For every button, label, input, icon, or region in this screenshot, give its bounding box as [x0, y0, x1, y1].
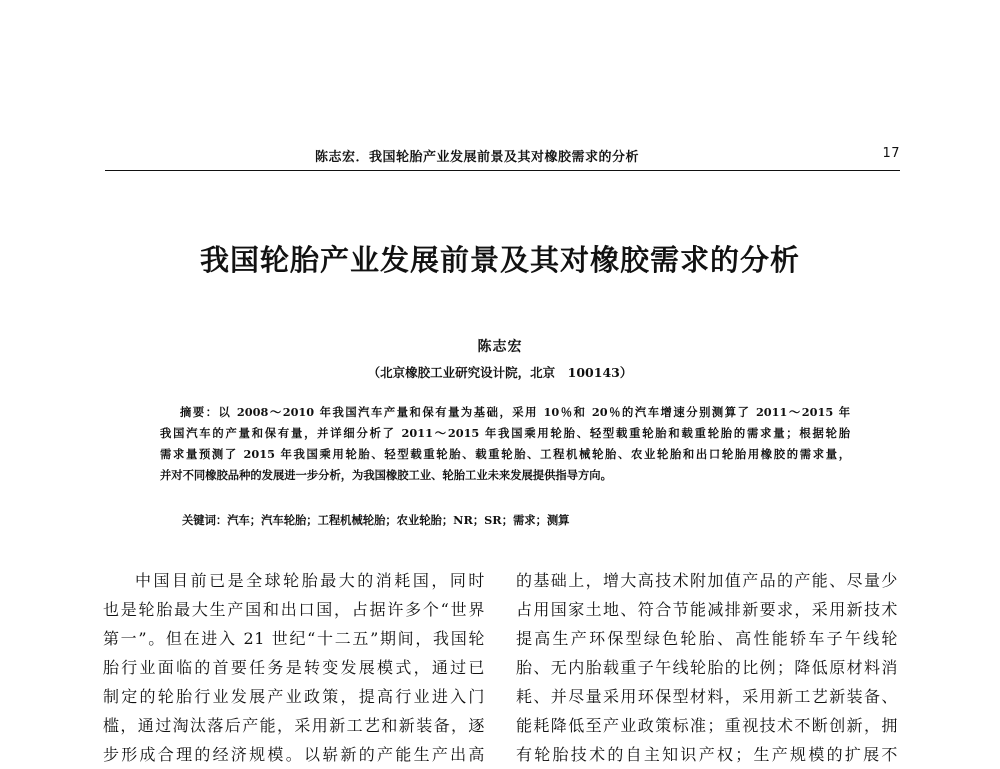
page-number: 17	[882, 146, 900, 161]
body-line: 步形成合理的经济规模。以崭新的产能生产出高	[103, 745, 485, 764]
body-line: 第一”。但在进入 21 世纪“十二五”期间，我国轮	[103, 629, 485, 648]
body-column-right	[516, 566, 898, 769]
running-header-title: 陈志宏．我国轮胎产业发展前景及其对橡胶需求的分析	[315, 150, 640, 165]
body-line: 有轮胎技术的自主知识产权；生产规模的扩展不	[516, 745, 898, 764]
running-header	[105, 142, 900, 168]
abstract	[160, 402, 850, 486]
article-title: 我国轮胎产业发展前景及其对橡胶需求的分析	[199, 243, 800, 277]
keywords-text: 汽车；汽车轮胎；工程机械轮胎；农业轮胎；NR；SR；需求；测算	[227, 513, 570, 527]
body-line: 也是轮胎最大生产国和出口国，占据许多个“世界	[103, 600, 485, 619]
body-line: 的基础上，增大高技术附加值产品的产能、尽量少	[516, 571, 898, 590]
header-rule	[105, 170, 900, 171]
abstract-label: 摘要：	[180, 405, 219, 419]
body-line: 能耗降低至产业政策标准；重视技术不断创新，拥	[516, 716, 898, 735]
body-line: 占用国家土地、符合节能减排新要求，采用新技术	[516, 600, 898, 619]
body-line: 胎、无内胎载重子午线轮胎的比例；降低原材料消	[516, 658, 898, 677]
body-line: 胎行业面临的首要任务是转变发展模式，通过已	[103, 658, 485, 677]
abstract-line: 摘要：以 2008～2010 年我国汽车产量和保有量为基础，采用 10％和 20％的汽车增速分别测算了 2011～2015 年	[180, 405, 850, 419]
abstract-line: 我国汽车的产量和保有量，并详细分析了 2011～2015 年我国乘用轮胎、轻型载重轮胎和载重轮胎的需求量；根据轮胎	[160, 426, 850, 440]
body-line: 耗、并尽量采用环保型材料，采用新工艺新装备、	[516, 687, 898, 706]
body-line: 提高生产环保型绿色轮胎、高性能轿车子午线轮	[516, 629, 898, 648]
abstract-line: 并对不同橡胶品种的发展进一步分析，为我国橡胶工业、轮胎工业未来发展提供指导方向。	[160, 468, 612, 482]
body-line: 制定的轮胎行业发展产业政策，提高行业进入门	[103, 687, 485, 706]
body-column-left	[103, 566, 485, 769]
keywords	[182, 512, 842, 528]
author-name: 陈志宏	[477, 339, 523, 355]
body-line: 中国目前已是全球轮胎最大的消耗国，同时	[135, 571, 485, 590]
body-line: 槛，通过淘汰落后产能，采用新工艺和新装备，逐	[103, 716, 485, 735]
keywords-label: 关键词：	[182, 513, 228, 527]
author-affiliation: （北京橡胶工业研究设计院，北京 100143）	[367, 365, 633, 380]
abstract-line: 需求量预测了 2015 年我国乘用轮胎、轻型载重轮胎、载重轮胎、工程机械轮胎、农业轮胎和出口轮胎用橡胶的需求量，	[160, 447, 850, 461]
